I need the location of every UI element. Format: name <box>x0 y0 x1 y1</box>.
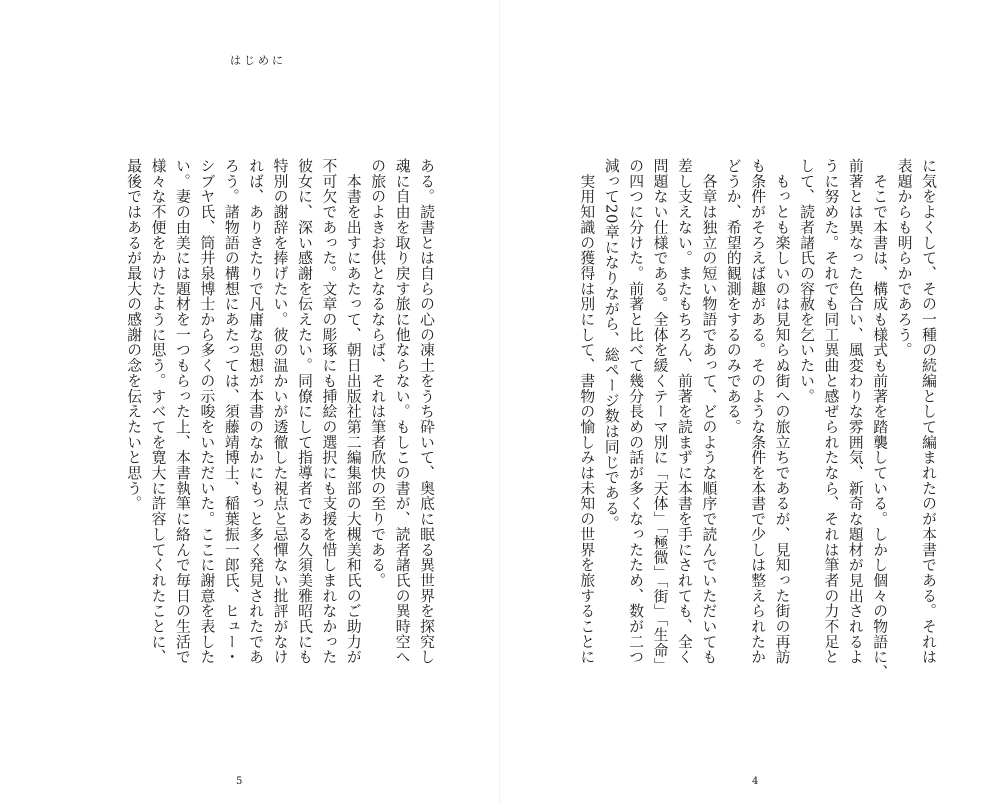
text-line: 本書を出すにあたって、朝日出版社第二編集部の大槻美和氏のご助力が <box>344 158 362 665</box>
text-line: もっとも楽しいのは見知らぬ街への旅立ちであるが、見知った街の再訪 <box>773 158 791 665</box>
text-line: 不可欠であった。文章の彫琢にも挿絵の選択にも支援を惜しまれなかった <box>320 158 338 665</box>
text-line: そこで本書は、構成も様式も前著を踏襲している。しかし個々の物語に、 <box>871 158 889 680</box>
text-line: 問題ない仕様である。全体を緩くテーマ別に「天体」「極微」「街」「生命」 <box>651 158 669 674</box>
text-line: ろう。諸物語の構想にあたっては、須藤靖博士、稲葉振一郎氏、ヒュー・ <box>222 158 240 665</box>
left-page-body <box>121 158 438 678</box>
page-number-right: 4 <box>752 776 759 787</box>
text-line: 様々な不便をかけたように思う。すべてを寛大に許容してくれたことに、 <box>149 158 167 665</box>
text-line: 魂に自由を取り戻す旅に他ならない。もしこの書が、読者諸氏の異時空へ <box>393 158 411 665</box>
text-line: も条件がそろえば趣がある。そのような条件を本書で少しは整えられたか <box>749 158 767 665</box>
text-line: 特別の謝辞を捧げたい。彼の温かいが透徹した視点と忌憚ない批評がなけ <box>271 158 289 665</box>
text-line: 実用知識の獲得は別にして、書物の愉しみは未知の世界を旅することに <box>578 158 596 665</box>
text-line: 差し支えない。またもちろん、前著を読まずに本書を手にされても、全く <box>675 158 693 665</box>
text-line: 最後ではあるが最大の感謝の念を伝えたいと思う。 <box>125 158 143 512</box>
text-line: どうか、希望的観測をするのみである。 <box>724 158 742 435</box>
text-line: 前著とは異なった色合い、風変わりな雰囲気、新奇な題材が見出されるよ <box>846 158 864 665</box>
right-page-body <box>574 158 940 678</box>
text-line: い。妻の由美には題材を一つもらった上、本書執筆に絡んで毎日の生活で <box>173 158 191 665</box>
text-line: シブヤ氏、筒井泉博士から多くの示唆をいただいた。ここに謝意を表した <box>198 158 216 665</box>
page-number-left: 5 <box>236 776 243 787</box>
text-line: して、読者諸氏の容赦を乞いたい。 <box>797 158 815 404</box>
running-head: はじめに <box>230 54 286 67</box>
text-line: 彼女に、深い感謝を伝えたい。同僚にして指導者である久須美雅昭氏にも <box>295 158 313 665</box>
text-line: に気をよくして、その一種の続編として編まれたのが本書である。それは <box>920 158 937 665</box>
text-line: ある。読書とは自らの心の凍土をうち砕いて、奥底に眠る異世界を探究し <box>418 158 435 665</box>
text-line: れば、ありきたりで凡庸な思想が本書のなかにもっと多く発見されたであ <box>247 158 265 665</box>
text-line: 減って20章になりながら、総ページ数は同じである。 <box>602 158 620 531</box>
text-line: の四つに分けた。前著と比べて幾分長めの話が多くなったため、数が二つ <box>627 158 645 665</box>
text-line: 表題からも明らかであろう。 <box>895 158 913 358</box>
text-line: 各章は独立の短い物語であって、どのような順序で読んでいただいても <box>700 158 718 665</box>
text-line: の旅のよきお供となるならば、それは筆者欣快の至りである。 <box>369 158 387 588</box>
text-line: うに努めた。それでも同工異曲と感ぜられたなら、それは筆者の力不足と <box>822 158 840 665</box>
